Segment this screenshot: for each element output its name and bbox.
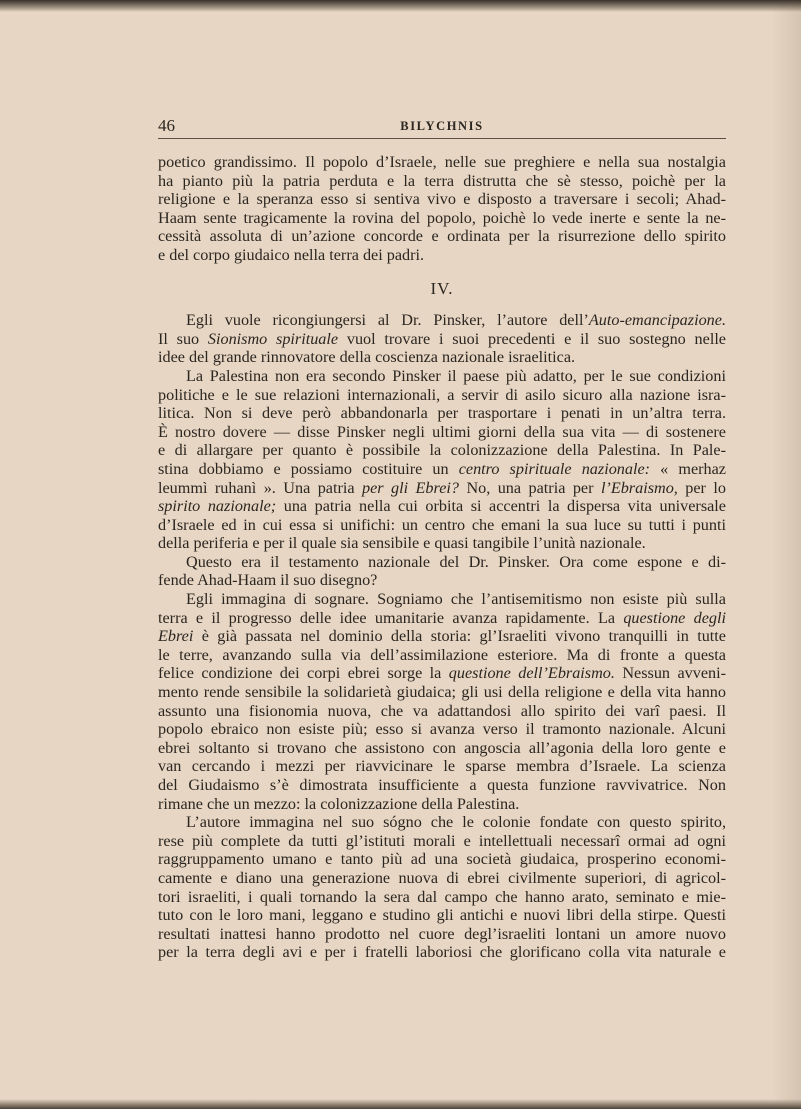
text-line: Haam sente tragicamente la rovina del popolo, poichè lo vede inerte e sente la ne- [158, 208, 726, 227]
text-line [158, 664, 726, 683]
text-line: politiche e le sue relazioni internazionali, a servir di asilo sicuro alla nazione isra- [158, 385, 726, 404]
text-line: idee del grande rinnovatore della coscienza nazionale israelitica. [158, 348, 576, 367]
text-line: tori israeliti, i quali tornando la sera dal campo che hanno arato, seminato e mie- [158, 887, 726, 906]
text-line: rimane che un mezzo: la colonizzazione della Palestina. [158, 794, 520, 813]
running-title: BILYCHNIS [400, 119, 484, 133]
text-run: felice condizione dei corpi ebrei sorge la [158, 664, 449, 683]
italic-run: Ebrei [158, 627, 194, 646]
italic-run: Sionismo spirituale [207, 329, 339, 348]
italic-run: per gli Ebrei? [361, 478, 459, 497]
italic-run: spirito nazionale; [158, 497, 277, 516]
text-line: religione e la speranza esso si sentiva vivo e disposto a traversare i secoli; Ahad- [158, 190, 726, 209]
italic-run: questione dell’Ebraismo. [448, 664, 615, 683]
text-line: L’autore immagina nel suo sógno che le colonie fondate con questo spirito, [186, 813, 726, 832]
text-line: È nostro dovere — disse Pinsker negli ultimi giorni della sua vita — di sostenere [158, 422, 726, 441]
text-line: Egli immagina di sognare. Sogniamo che l’antisemitismo non esiste più sulla [186, 590, 726, 609]
text-line [158, 311, 726, 330]
paragraph-continuation [158, 153, 726, 265]
text-line: mento rende sensibile la solidarietà giudaica; gli usi della religione e della vita hanno [158, 683, 726, 702]
text-run: una patria nella cui orbita si accentri la dispersa vita universale [276, 497, 726, 516]
text-line: poetico grandissimo. Il popolo d’Israele, nelle sue preghiere e nella sua nostalgia [158, 153, 726, 171]
text-line [158, 627, 726, 646]
text-line: e di allargare per quanto è possibile la colonizzazione della Palestina. In Pale- [158, 441, 726, 460]
text-line: resultati inattesi hanno prodotto nel cuore degl’israeliti lontani un amore nuovo [158, 924, 726, 943]
text-run: vuol trovare i suoi precedenti e il suo sostegno nelle [338, 329, 726, 348]
page-header [158, 112, 726, 136]
text-line: litica. Non si deve però abbandonarla per trasportare i penati in un’altra terra. [158, 404, 726, 423]
section-heading: IV. [430, 278, 454, 298]
italic-run: l’Ebraismo, [600, 478, 678, 497]
paragraph-pinsker [158, 311, 726, 367]
text-line: le terre, avanzando sulla via dell’assimilazione esteriore. Ma di fronte a questa [158, 645, 726, 664]
text-line: fende Ahad-Haam il suo disegno? [158, 571, 378, 590]
text-line: cessità assoluta di un’azione concorde e ordinata per la risurrezione dello spirito [158, 227, 726, 246]
text-line: popolo ebraico non esiste più; esso si avanza verso il tramonto nazionale. Alcuni [158, 720, 726, 739]
text-run: « merhaz [650, 459, 726, 478]
text-line: ha pianto più la patria perduta e la terra distrutta che sè stesso, poichè per la [158, 171, 726, 190]
text-line: e del corpo giudaico nella terra dei padri. [158, 245, 425, 264]
text-line: d’Israele ed in cui essa si unifichi: un centro che emani la sua luce su tutti i punti [158, 515, 726, 534]
text-line: del Giudaismo s’è dimostrata insufficiente a questa funzione ravvivatrice. Non [158, 776, 726, 794]
text-run: Egli vuole ricongiungersi al Dr. Pinsker, l’autore dell’ [186, 311, 589, 330]
text-run: è già passata nel dominio della storia: gl’Israeliti vivono tranquilli in tutte [193, 627, 726, 646]
page-number: 46 [158, 116, 175, 135]
text-line: Questo era il testamento nazionale del Dr. Pinsker. Ora come espone e di- [186, 552, 726, 571]
text-line [158, 609, 726, 628]
body-text [158, 153, 726, 962]
text-line [158, 497, 726, 516]
italic-run: questione degli [623, 608, 727, 627]
text-run: No, una patria per [459, 478, 601, 497]
text-line [158, 330, 726, 349]
page-bottom-edge [0, 1099, 801, 1109]
paragraph-sogno [158, 590, 726, 813]
text-line: camente e diano una generazione nuova di ebrei civilmente superiori, di agricol- [158, 868, 726, 887]
text-run: Il suo [158, 329, 208, 348]
paragraph-testamento [158, 553, 726, 590]
text-run: stina dobbiamo e possiamo costituire un [158, 459, 459, 478]
paragraph-colonie [158, 813, 726, 962]
text-run: Nessun avveni- [614, 664, 726, 683]
text-line: raggruppamento umano e tanto più ad una società giudaica, prosperino economi- [158, 850, 726, 869]
text-line: rese più complete da tutti gl’istituti morali e intellettuali necessarî ormai ad ogni [158, 831, 726, 850]
italic-run: centro spirituale nazionale: [458, 459, 651, 478]
text-run: leummì ruhanì ». Una patria [158, 478, 362, 497]
text-line: per la terra degli avi e per i fratelli laboriosi che glorificano colla vita naturale e [158, 943, 726, 962]
paragraph-palestina [158, 367, 726, 553]
page-top-edge [0, 0, 801, 12]
italic-run: Auto-emancipazione. [588, 311, 726, 330]
text-line: La Palestina non era secondo Pinsker il paese più adatto, per le sue condizioni [186, 366, 726, 385]
text-line [158, 460, 726, 479]
text-run: terra e il progresso delle idee umanitarie avanza rapidamente. La [158, 608, 624, 627]
header-rule [158, 138, 726, 139]
text-line: tuto con le loro mani, leggano e studino gli antichi e nuovi libri della stirpe. Questi [158, 906, 726, 925]
text-line: ebrei soltanto si trovano che assistono con angoscia all’agonia della loro gente e [158, 738, 726, 757]
text-line: della periferia e per il quale sia sensibile e quasi tangibile l’unità nazionale. [158, 534, 646, 553]
page-gutter-shade [771, 0, 801, 1109]
text-line: assunto una fisionomia nuova, che va adattandosi allo spirito dei varî paesi. Il [158, 701, 726, 720]
text-line [158, 479, 726, 498]
text-run: per lo [677, 478, 726, 497]
text-line: van cercando i mezzi per riavvicinare le sparse membra d’Israele. La scienza [158, 757, 726, 776]
